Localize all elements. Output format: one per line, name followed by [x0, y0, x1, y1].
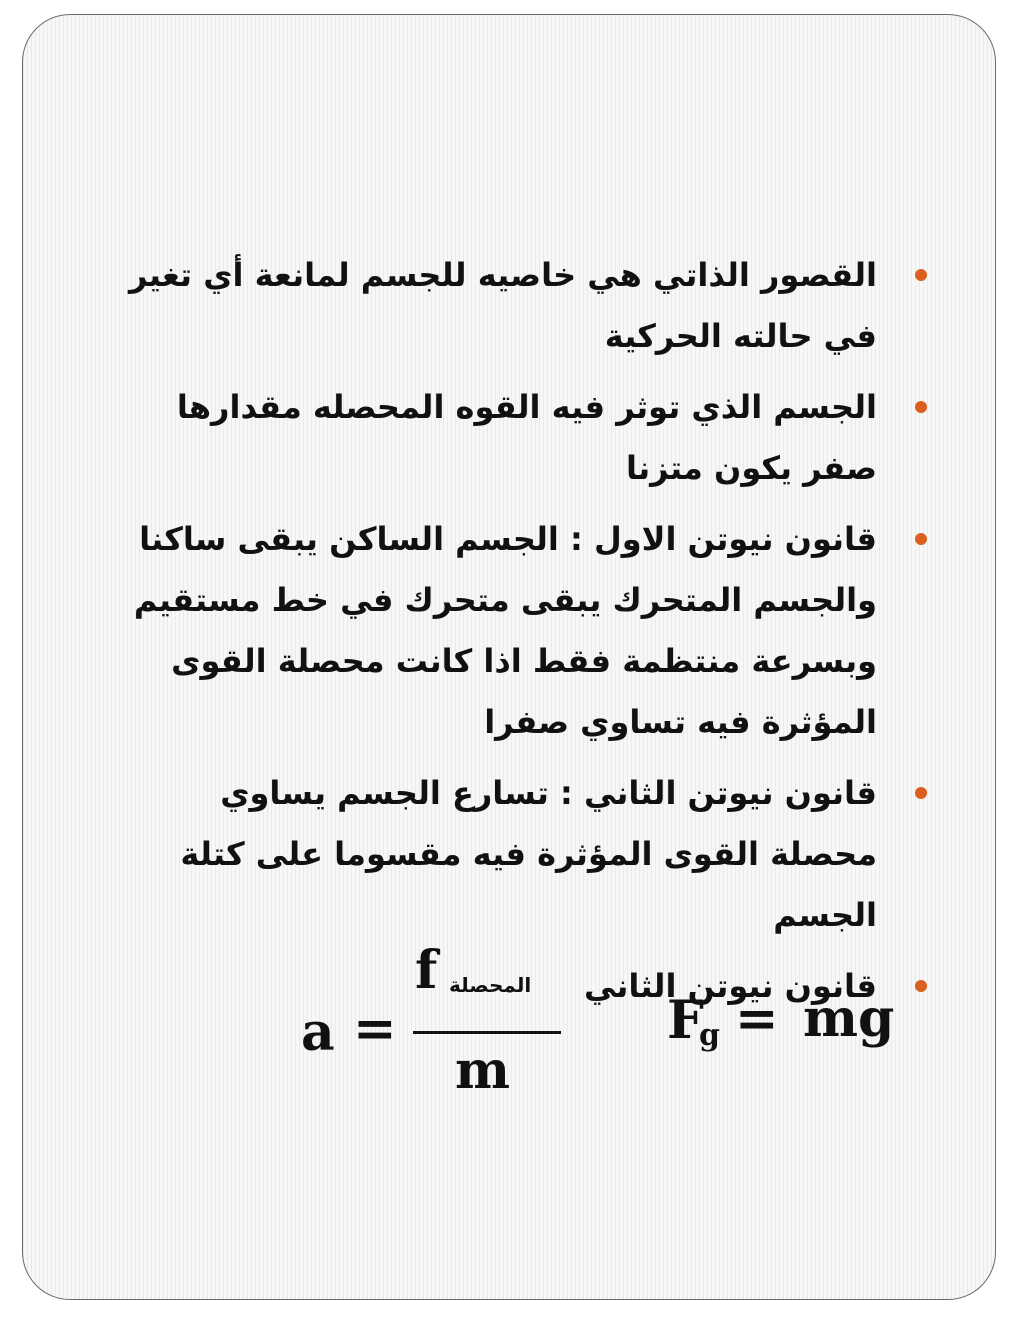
bullet-item-newton-first-law — [119, 509, 901, 753]
formula-weight-symbol: F — [667, 990, 704, 1051]
bullet-text: قانون نيوتن الاول : الجسم الساكن يبقى ساكنا والجسم المتحرك يبقى متحرك في خط مستقيم وبسرعة منتظمة فقط اذا كانت محصلة القوى المؤثرة فيه تساوي صفرا — [133, 520, 877, 741]
bullet-dot-icon — [915, 533, 927, 545]
fraction-bar — [413, 1031, 561, 1034]
bullet-list — [119, 245, 901, 1027]
bullet-dot-icon — [915, 269, 927, 281]
bullet-item-newton-second-law — [119, 763, 901, 946]
bullet-text: الجسم الذي توثر فيه القوه المحصله مقدارها صفر يكون متزنا — [176, 388, 877, 487]
bullet-text: القصور الذاتي هي خاصيه للجسم لمانعة أي تغير في حالته الحركية — [129, 256, 877, 355]
formula-weight-subscript: g — [699, 1018, 720, 1053]
formulas — [23, 940, 995, 1105]
formula-denominator-mass: m — [455, 1040, 511, 1101]
bullet-item-equilibrium — [119, 377, 901, 499]
formula-acceleration-symbol: a — [301, 1002, 335, 1063]
formula-equals-sign-2: = — [735, 988, 779, 1049]
bullet-text: قانون نيوتن الثاني : تسارع الجسم يساوي محصلة القوى المؤثرة فيه مقسوما على كتلة الجسم — [180, 774, 877, 934]
formula-equals-sign: = — [353, 998, 397, 1059]
formula-numerator-force: f — [415, 940, 438, 1001]
bullet-text: قانون نيوتن الثاني — [583, 967, 877, 1005]
formula-mass-times-gravity: mg — [803, 988, 895, 1049]
bullet-item-inertia — [119, 245, 901, 367]
bullet-dot-icon — [915, 401, 927, 413]
bullet-dot-icon — [915, 787, 927, 799]
slide-frame — [22, 14, 996, 1300]
formula-numerator-subscript: المحصلة — [449, 973, 532, 997]
